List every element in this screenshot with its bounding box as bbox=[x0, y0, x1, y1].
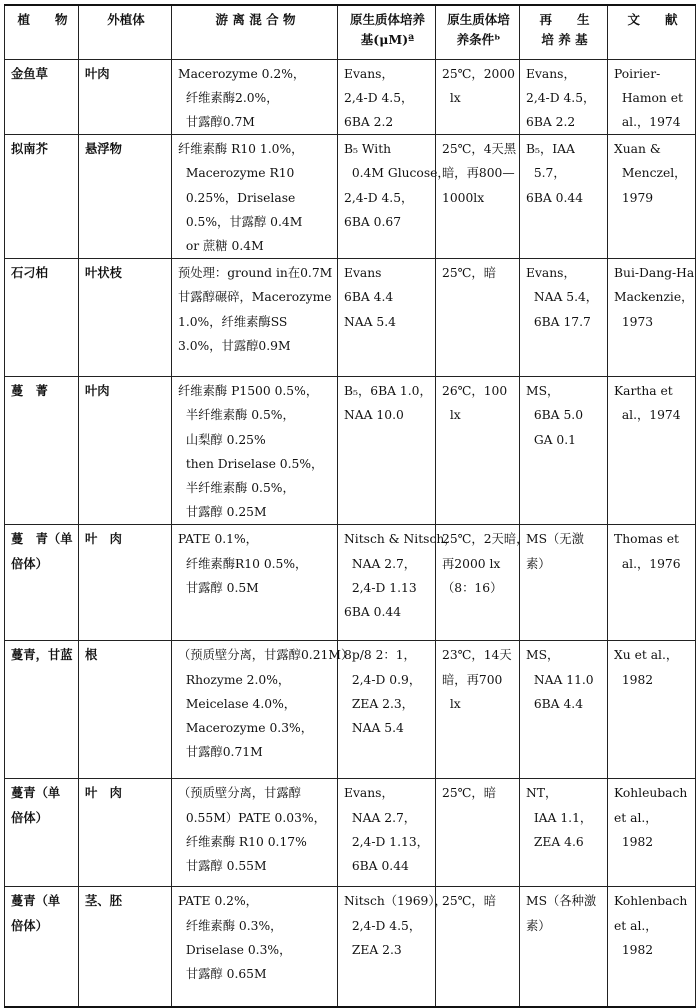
cell-line: 26℃，100 bbox=[442, 384, 508, 399]
cell-explant: 叶 肉 bbox=[79, 779, 172, 887]
cell-regeneration-medium bbox=[520, 377, 608, 525]
cell-line: 0.4M Glucose， bbox=[344, 166, 450, 181]
cell-line: 甘露醇 0.65M bbox=[178, 966, 267, 981]
cell-line: Macerozyme 0.3%， bbox=[178, 720, 313, 735]
header-plant: 植 物 bbox=[5, 5, 79, 59]
cell-line: ZEA 4.6 bbox=[526, 834, 584, 849]
cell-line: 纤维素酶 R10 0.17% bbox=[178, 834, 307, 849]
cell-line: 23℃，14天 bbox=[442, 648, 512, 663]
cell-line: B₅，IAA bbox=[526, 142, 575, 157]
cell-protoplast-medium bbox=[338, 887, 447, 1007]
cell-line: 2,4-D 4.5， bbox=[344, 190, 414, 205]
cell-explant: 叶肉 bbox=[79, 377, 172, 525]
cell-line: 纤维素酶 R10 1.0%， bbox=[178, 142, 304, 157]
cell-reference bbox=[608, 259, 696, 377]
cell-line: NAA 2.7， bbox=[344, 556, 417, 571]
cell-line: Nitsch（1969）， bbox=[344, 894, 447, 909]
cell-line: GA 0.1 bbox=[526, 432, 576, 447]
cell-line: 半纤维素酶 0.5%， bbox=[178, 408, 295, 423]
cell-plant: 蔓青（单 倍体） bbox=[5, 887, 79, 1007]
cell-culture-conditions bbox=[436, 377, 520, 525]
cell-line: NAA 2.7， bbox=[344, 810, 417, 825]
cell-regeneration-medium bbox=[520, 135, 608, 259]
cell-line: Macerozyme R10 bbox=[178, 166, 295, 181]
cell-line: 0.55M）PATE 0.03%， bbox=[178, 810, 326, 825]
cell-enzyme-mixture bbox=[172, 135, 338, 259]
cell-line: 预处理：ground in在0.7M bbox=[178, 266, 333, 281]
cell-line: al.，1974 bbox=[614, 114, 681, 129]
cell-line: NAA 10.0 bbox=[344, 408, 404, 423]
cell-line: 6BA 4.4 bbox=[526, 696, 584, 711]
cell-line: 6BA 4.4 bbox=[344, 290, 394, 305]
table-row bbox=[5, 135, 696, 259]
cell-line: 2,4-D 4.5， bbox=[526, 90, 596, 105]
cell-line: 2,4-D 4.5， bbox=[344, 90, 414, 105]
cell-line: 6BA 0.44 bbox=[344, 604, 402, 619]
cell-line: Poirier- bbox=[614, 66, 661, 81]
cell-reference bbox=[608, 779, 696, 887]
cell-line: 山梨醇 0.25% bbox=[178, 432, 266, 447]
cell-regeneration-medium bbox=[520, 887, 608, 1007]
cell-line: 纤维素酶 0.3%， bbox=[178, 918, 283, 933]
cell-line: 2,4-D 1.13， bbox=[344, 834, 429, 849]
cell-enzyme-mixture bbox=[172, 525, 338, 641]
cell-protoplast-medium bbox=[338, 135, 450, 259]
cell-line: NT， bbox=[526, 786, 558, 801]
cell-line: B₅，6BA 1.0， bbox=[344, 384, 432, 399]
cell-reference bbox=[608, 377, 696, 525]
cell-line: Evans， bbox=[344, 786, 394, 801]
header-row bbox=[5, 5, 696, 59]
cell-explant: 叶 肉 bbox=[79, 525, 172, 641]
cell-line: 素） bbox=[526, 918, 551, 933]
cell-line: al.，1976 bbox=[614, 556, 681, 571]
cell-line: 25℃，暗 bbox=[442, 266, 496, 281]
cell-line: Bui-Dang-Ha bbox=[614, 266, 695, 281]
cell-protoplast-medium bbox=[338, 59, 436, 135]
cell-line: 6BA 17.7 bbox=[526, 314, 591, 329]
cell-line: 纤维素酶2.0%， bbox=[178, 90, 279, 105]
cell-line: MS， bbox=[526, 384, 560, 399]
cell-enzyme-mixture bbox=[172, 259, 338, 377]
cell-line: 25℃，暗 bbox=[442, 786, 496, 801]
cell-line: 暗，再800— bbox=[442, 166, 515, 181]
cell-line: 25℃，4天黑 bbox=[442, 142, 517, 157]
cell-reference bbox=[608, 135, 696, 259]
cell-line: IAA 1.1， bbox=[526, 810, 593, 825]
table-row bbox=[5, 525, 696, 641]
cell-enzyme-mixture bbox=[172, 887, 338, 1007]
cell-line: 25℃，暗 bbox=[442, 894, 496, 909]
cell-line: Kartha et bbox=[614, 384, 673, 399]
cell-line: Thomas et bbox=[614, 532, 679, 547]
cell-explant: 根 bbox=[79, 641, 172, 779]
table-row bbox=[5, 641, 696, 779]
cell-reference bbox=[608, 525, 696, 641]
cell-line: Macerozyme 0.2%， bbox=[178, 66, 306, 81]
cell-line: Rhozyme 2.0%， bbox=[178, 672, 291, 687]
header-enzyme-mixture: 游 离 混 合 物 bbox=[172, 5, 338, 59]
cell-line: 0.25%，Driselase bbox=[178, 190, 296, 205]
table-row bbox=[5, 259, 696, 377]
cell-line: Evans， bbox=[526, 266, 576, 281]
header-culture-conditions: 原生质体培养条件ᵇ bbox=[436, 5, 520, 59]
cell-plant: 蔓 青（单 倍体） bbox=[5, 525, 79, 641]
cell-culture-conditions bbox=[436, 135, 520, 259]
table-row bbox=[5, 887, 696, 1007]
cell-line: Evans， bbox=[344, 66, 394, 81]
cell-line: 甘露醇 0.55M bbox=[178, 858, 267, 873]
cell-explant: 叶状枝 bbox=[79, 259, 172, 377]
cell-protoplast-medium bbox=[338, 259, 436, 377]
header-explant: 外植体 bbox=[79, 5, 172, 59]
cell-line: then Driselase 0.5%， bbox=[178, 456, 324, 471]
cell-line: 1982 bbox=[614, 942, 654, 957]
cell-line: 甘露醇0.7M bbox=[178, 114, 255, 129]
cell-enzyme-mixture bbox=[172, 59, 338, 135]
cell-culture-conditions bbox=[436, 641, 520, 779]
cell-line: 甘露醇碾碎，Macerozyme bbox=[178, 290, 332, 305]
cell-plant: 拟南芥 bbox=[5, 135, 79, 259]
cell-line: 纤维素酶 P1500 0.5%， bbox=[178, 384, 319, 399]
cell-reference bbox=[608, 641, 696, 779]
cell-line: NAA 5.4 bbox=[344, 314, 396, 329]
cell-explant: 茎、胚 bbox=[79, 887, 172, 1007]
cell-line: or 蔗糖 0.4M bbox=[178, 238, 264, 253]
table-row bbox=[5, 59, 696, 135]
cell-line: B₅ With bbox=[344, 142, 392, 157]
cell-line: PATE 0.2%， bbox=[178, 894, 258, 909]
cell-protoplast-medium bbox=[338, 641, 436, 779]
cell-line: 6BA 2.2 bbox=[526, 114, 576, 129]
cell-line: 6BA 0.44 bbox=[526, 190, 584, 205]
cell-line: 25℃，2天暗， bbox=[442, 532, 529, 547]
cell-line: 1973 bbox=[614, 314, 654, 329]
table-row bbox=[5, 377, 696, 525]
cell-line: PATE 0.1%， bbox=[178, 532, 258, 547]
cell-culture-conditions bbox=[436, 525, 529, 641]
cell-line: Evans， bbox=[526, 66, 576, 81]
cell-line: 25℃，2000 bbox=[442, 66, 515, 81]
cell-line: Driselase 0.3%， bbox=[178, 942, 292, 957]
cell-line: lx bbox=[442, 696, 461, 711]
header-protoplast-medium: 原生质体培养基(μM)ª bbox=[338, 5, 436, 59]
cell-line: Menczel， bbox=[614, 166, 687, 181]
cell-line: Xuan & bbox=[614, 142, 661, 157]
cell-line: lx bbox=[442, 90, 461, 105]
cell-line: 暗，再700 bbox=[442, 672, 503, 687]
cell-line: Mackenzie， bbox=[614, 290, 694, 305]
cell-line: 甘露醇 0.5M bbox=[178, 580, 259, 595]
cell-line: NAA 11.0 bbox=[526, 672, 594, 687]
cell-plant: 蔓青（单 倍体） bbox=[5, 779, 79, 887]
header-reference: 文 献 bbox=[608, 5, 696, 59]
cell-line: Hamon et bbox=[614, 90, 683, 105]
cell-line: MS（无激 bbox=[526, 532, 584, 547]
cell-line: MS， bbox=[526, 648, 560, 663]
cell-regeneration-medium bbox=[520, 779, 608, 887]
cell-line: ZEA 2.3 bbox=[344, 942, 402, 957]
cell-line: Evans bbox=[344, 266, 382, 281]
cell-line: 半纤维素酶 0.5%， bbox=[178, 480, 295, 495]
cell-line: 5.7， bbox=[526, 166, 566, 181]
cell-line: 素） bbox=[526, 556, 551, 571]
cell-enzyme-mixture bbox=[172, 779, 338, 887]
cell-line: 2,4-D 0.9， bbox=[344, 672, 422, 687]
cell-line: lx bbox=[442, 408, 461, 423]
cell-line: NAA 5.4 bbox=[344, 720, 404, 735]
cell-enzyme-mixture bbox=[172, 641, 354, 779]
cell-line: 6BA 0.44 bbox=[344, 858, 409, 873]
cell-line: 6BA 2.2 bbox=[344, 114, 394, 129]
cell-explant: 悬浮物 bbox=[79, 135, 172, 259]
cell-line: （8：16） bbox=[442, 580, 503, 595]
cell-protoplast-medium bbox=[338, 377, 436, 525]
protoplast-culture-table bbox=[4, 4, 696, 1008]
cell-line: 1.0%，纤维素酶SS bbox=[178, 314, 288, 329]
cell-line: 再2000 lx bbox=[442, 556, 501, 571]
cell-reference bbox=[608, 887, 696, 1007]
cell-line: MS（各种激 bbox=[526, 894, 597, 909]
cell-line: 2,4-D 4.5， bbox=[344, 918, 422, 933]
cell-line: Kohlenbach bbox=[614, 894, 688, 909]
cell-line: 6BA 0.67 bbox=[344, 214, 402, 229]
cell-protoplast-medium bbox=[338, 525, 457, 641]
cell-reference bbox=[608, 59, 696, 135]
cell-line: 0.5%，甘露醇 0.4M bbox=[178, 214, 303, 229]
cell-regeneration-medium bbox=[520, 641, 608, 779]
cell-line: 甘露醇 0.25M bbox=[178, 505, 267, 520]
cell-line: Xu et al.， bbox=[614, 648, 679, 663]
cell-culture-conditions bbox=[436, 779, 520, 887]
header-regeneration-medium: 再 生 培 养 基 bbox=[520, 5, 608, 59]
cell-line: 甘露醇0.71M bbox=[178, 745, 263, 760]
cell-plant: 蔓青，甘蓝 bbox=[5, 641, 79, 779]
cell-line: 8p/8 2：1， bbox=[344, 648, 416, 663]
cell-line: 1000lx bbox=[442, 190, 485, 205]
cell-line: 2,4-D 1.13 bbox=[344, 580, 417, 595]
cell-culture-conditions bbox=[436, 259, 520, 377]
cell-line: 6BA 5.0 bbox=[526, 408, 584, 423]
cell-regeneration-medium bbox=[520, 59, 608, 135]
table-row bbox=[5, 779, 696, 887]
cell-line: 纤维素酶R10 0.5%， bbox=[178, 556, 308, 571]
cell-line: 3.0%，甘露醇0.9M bbox=[178, 338, 291, 353]
cell-line: 1982 bbox=[614, 834, 654, 849]
cell-regeneration-medium bbox=[520, 525, 608, 641]
cell-line: al.，1974 bbox=[614, 408, 681, 423]
cell-plant: 石刁柏 bbox=[5, 259, 79, 377]
cell-line: Meicelase 4.0%， bbox=[178, 696, 297, 711]
cell-protoplast-medium bbox=[338, 779, 436, 887]
cell-line: Nitsch & Nitsch， bbox=[344, 532, 457, 547]
cell-line: et al.， bbox=[614, 918, 658, 933]
cell-culture-conditions bbox=[436, 59, 520, 135]
cell-plant: 金鱼草 bbox=[5, 59, 79, 135]
cell-line: et al.， bbox=[614, 810, 658, 825]
cell-line: 1982 bbox=[614, 672, 654, 687]
cell-plant: 蔓 菁 bbox=[5, 377, 79, 525]
cell-line: （预质壁分离，甘露醇0.21M） bbox=[178, 648, 354, 663]
cell-culture-conditions bbox=[436, 887, 520, 1007]
cell-line: 1979 bbox=[614, 190, 654, 205]
cell-line: （预质壁分离，甘露醇 bbox=[178, 786, 301, 801]
cell-line: NAA 5.4， bbox=[526, 290, 599, 305]
cell-line: ZEA 2.3， bbox=[344, 696, 414, 711]
cell-explant: 叶肉 bbox=[79, 59, 172, 135]
cell-enzyme-mixture bbox=[172, 377, 338, 525]
cell-regeneration-medium bbox=[520, 259, 608, 377]
cell-line: Kohleubach bbox=[614, 786, 688, 801]
